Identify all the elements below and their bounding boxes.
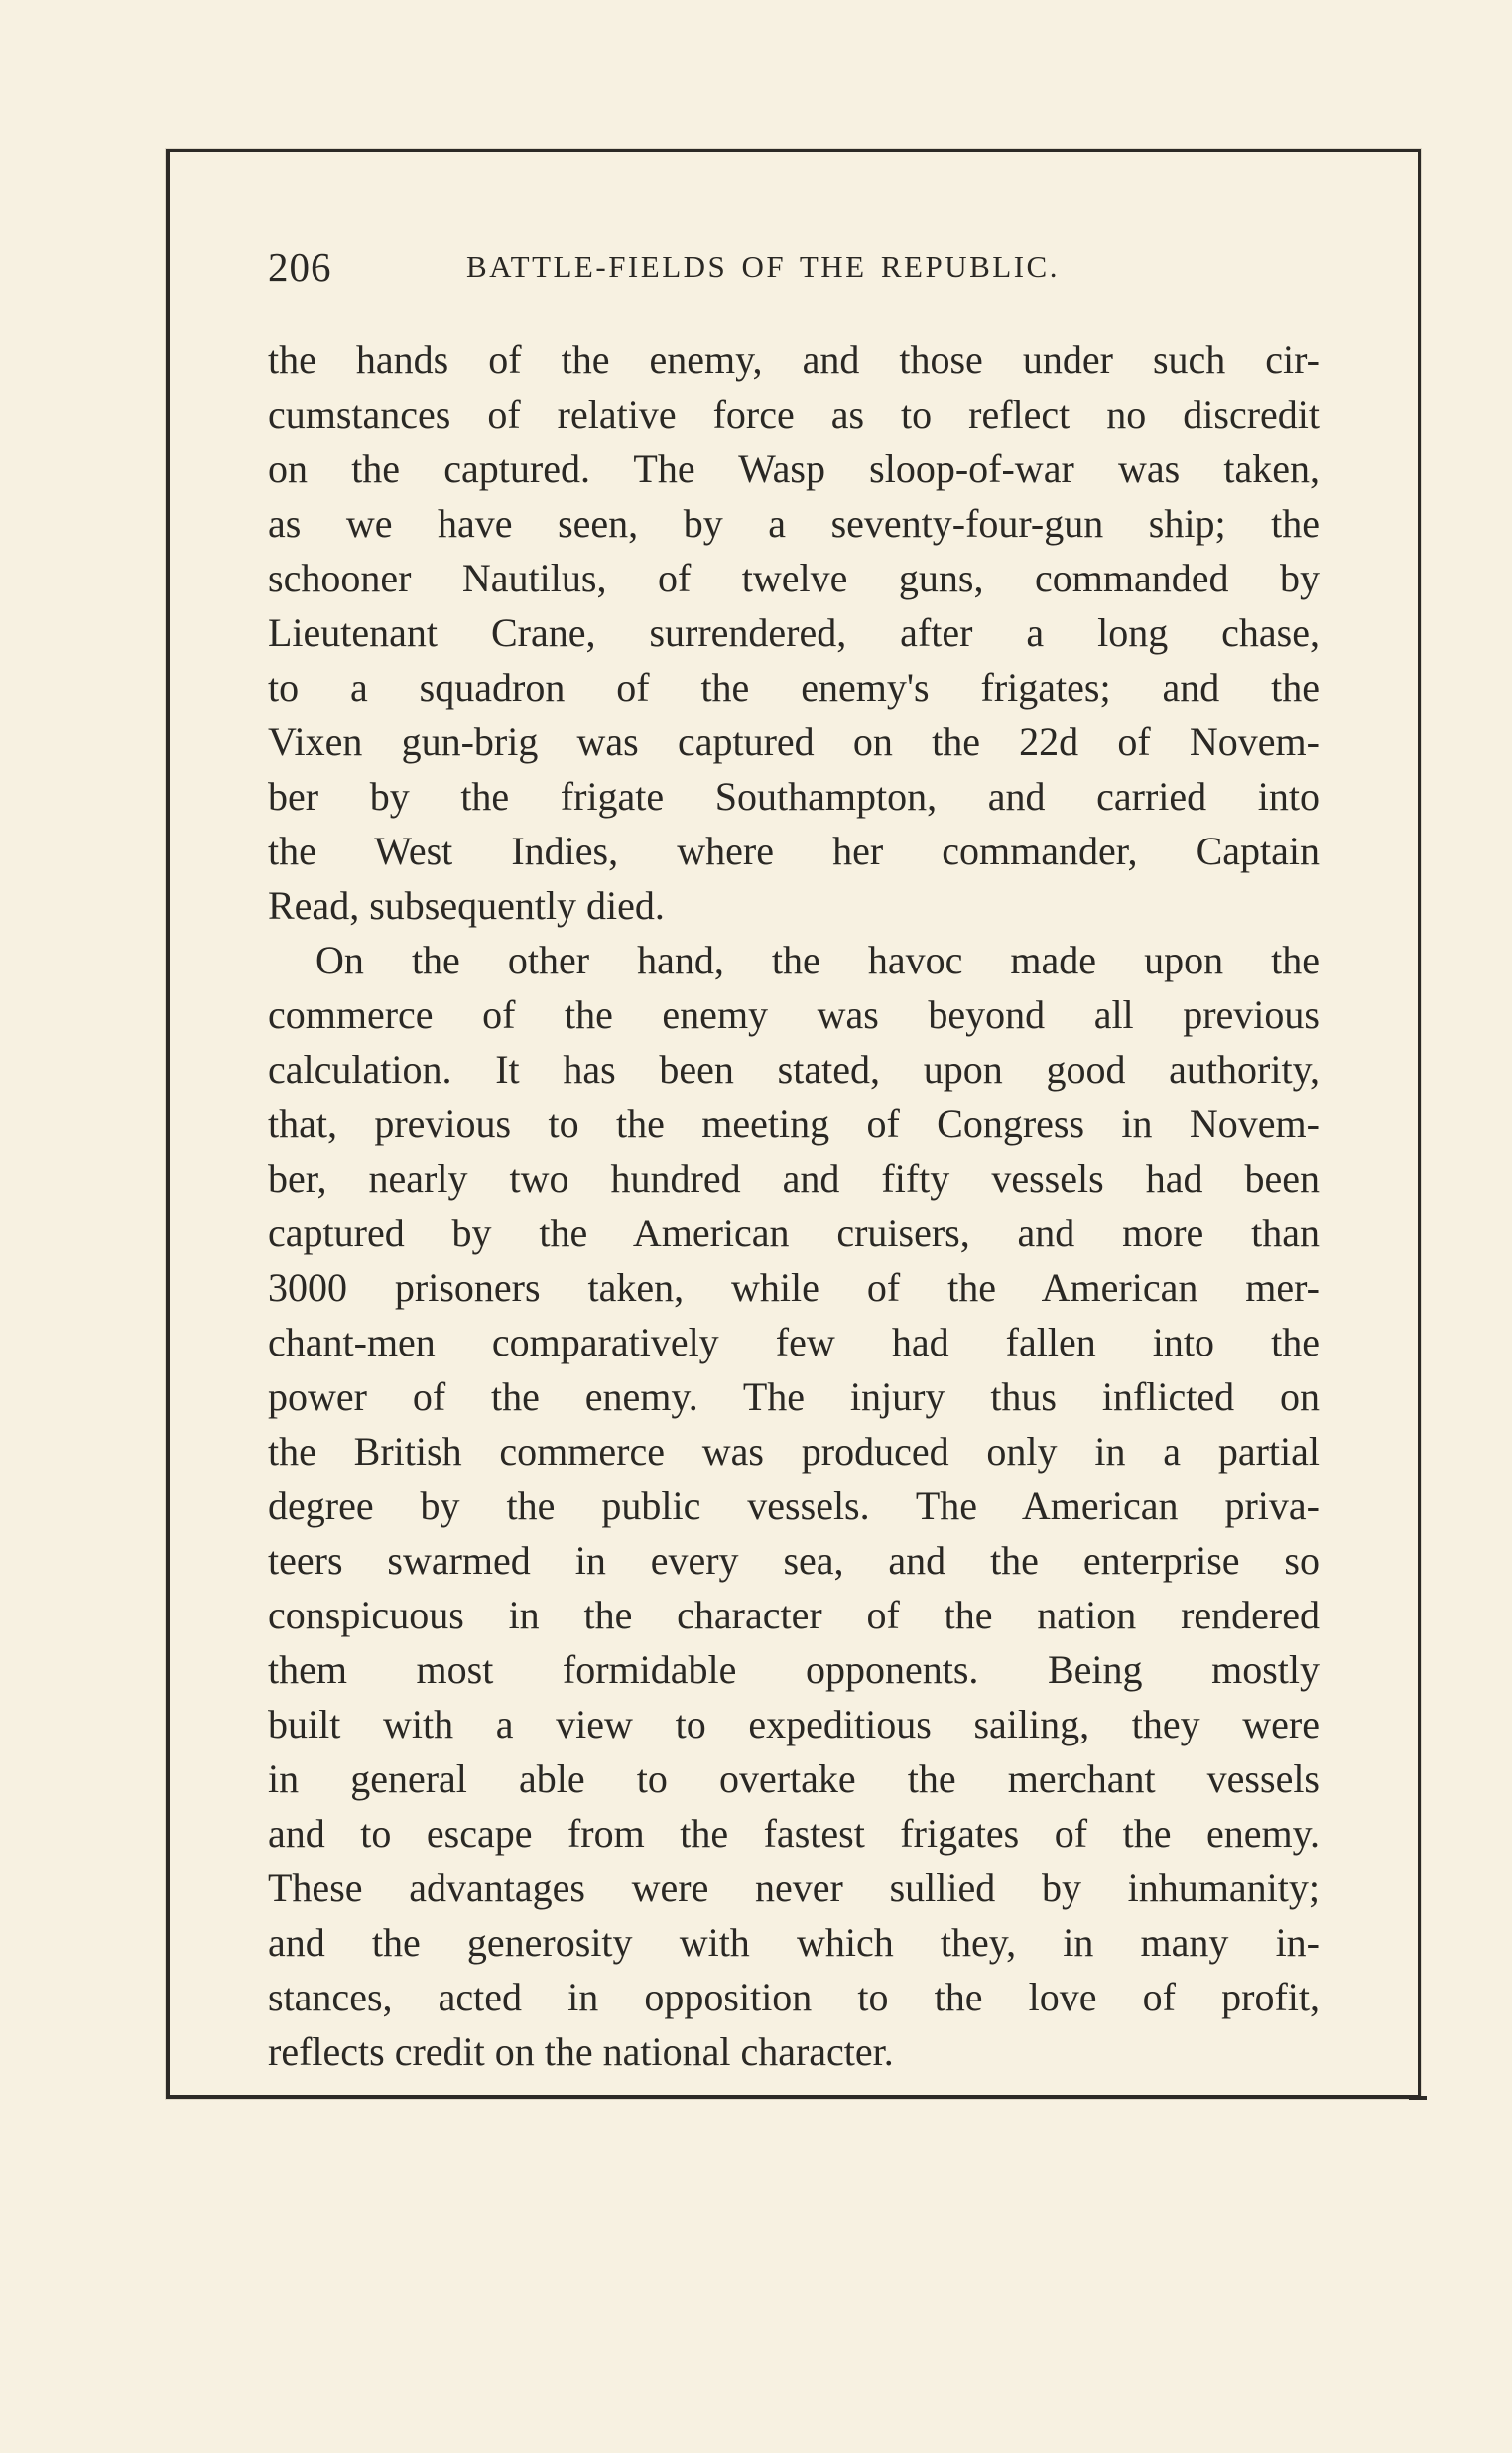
paragraph-1 (268, 332, 1320, 933)
text-line: the West Indies, where her commander, Captain (268, 829, 1320, 873)
text-line: and to escape from the fastest frigates of the enemy. (268, 1811, 1320, 1856)
text-line: chant-men comparatively few had fallen into the (268, 1320, 1320, 1364)
text-line: built with a view to expeditious sailing, they were (268, 1702, 1320, 1746)
text-line: ber, nearly two hundred and fifty vessels had been (268, 1156, 1320, 1201)
text-line: Lieutenant Crane, surrendered, after a long chase, (268, 610, 1320, 655)
text-line: them most formidable opponents. Being mostly (268, 1647, 1320, 1692)
page-number: 206 (268, 244, 332, 290)
text-line: in general able to overtake the merchant vessels (268, 1756, 1320, 1801)
text-line: cumstances of relative force as to reflect no discredit (268, 392, 1320, 437)
text-line: 3000 prisoners taken, while of the American mer- (268, 1265, 1320, 1310)
text-line: and the generosity with which they, in many in- (268, 1920, 1320, 1965)
text-line: On the other hand, the havoc made upon the (315, 938, 1320, 982)
text-line: calculation. It has been stated, upon good authority, (268, 1047, 1320, 1092)
text-line: commerce of the enemy was beyond all previous (268, 992, 1320, 1037)
text-line: power of the enemy. The injury thus inflicted on (268, 1374, 1320, 1419)
text-line: the British commerce was produced only in a partial (268, 1429, 1320, 1474)
text-line: Vixen gun-brig was captured on the 22d of Novem- (268, 719, 1320, 764)
text-line: that, previous to the meeting of Congress in Novem- (268, 1101, 1320, 1146)
text-line: the hands of the enemy, and those under such cir- (268, 337, 1320, 382)
body-text (268, 332, 1320, 2079)
text-line: Read, subsequently died. (268, 883, 665, 928)
text-line: reflects credit on the national character. (268, 2029, 894, 2074)
text-line: stances, acted in opposition to the love of profit, (268, 1975, 1320, 2019)
text-line: as we have seen, by a seventy-four-gun ship; the (268, 501, 1320, 546)
text-line: on the captured. The Wasp sloop-of-war was taken, (268, 447, 1320, 491)
paragraph-2 (268, 933, 1320, 2079)
text-line: schooner Nautilus, of twelve guns, commanded by (268, 556, 1320, 600)
text-line: teers swarmed in every sea, and the enterprise so (268, 1538, 1320, 1583)
page-border-corner (1409, 2096, 1427, 2100)
text-line: conspicuous in the character of the nation rendered (268, 1593, 1320, 1637)
running-title: BATTLE-FIELDS OF THE REPUBLIC. (466, 249, 1060, 284)
text-line: These advantages were never sullied by inhumanity; (268, 1866, 1320, 1910)
running-head (268, 243, 1320, 293)
text-line: to a squadron of the enemy's frigates; and the (268, 665, 1320, 710)
text-line: degree by the public vessels. The American priva- (268, 1484, 1320, 1528)
text-line: ber by the frigate Southampton, and carried into (268, 774, 1320, 819)
text-line: captured by the American cruisers, and more than (268, 1211, 1320, 1255)
